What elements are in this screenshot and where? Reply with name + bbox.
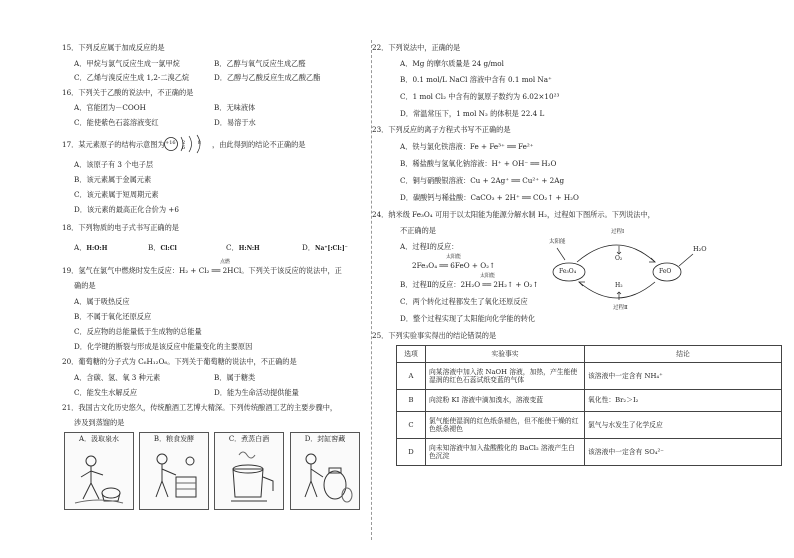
q17-stem-end: ，由此得到的结论不正确的是 xyxy=(212,140,306,149)
fe3o4-cycle-diagram xyxy=(547,228,727,318)
q18-formula-c: H:N:H xyxy=(238,245,260,252)
header-conclusion: 结论 xyxy=(585,346,782,363)
q24-line2: 不正确的是 xyxy=(400,226,436,235)
diagram-sun-label: 太阳能 xyxy=(549,239,566,245)
row-conclusion: 该溶液中一定含有 NH₄⁺ xyxy=(585,363,782,390)
q24-option-d: D．整个过程实现了太阳能向化学能的转化 xyxy=(400,314,536,323)
diagram-process-1-label: 过程Ⅰ xyxy=(611,229,625,235)
q21-picture-c-caption: C．煮蒸白酒 xyxy=(228,435,270,443)
q21-picture-d-caption: D．封缸窖藏 xyxy=(304,435,346,443)
q16-option-d: D．易溶于水 xyxy=(214,118,256,127)
q15-option-c: C．乙烯与溴反应生成 1,2-二溴乙烷 xyxy=(74,73,190,82)
q21-line1: 21．我国古文化历史悠久，传统酿酒工艺博大精深。下列传统酿酒工艺的主要步骤中， xyxy=(62,403,338,412)
q21-picture-b-caption: B．粮食发酵 xyxy=(153,435,195,443)
q22-option-b: B．0.1 mol/L NaCl 溶液中含有 0.1 mol Na⁺ xyxy=(400,75,552,84)
q21-picture-a-caption: A．汲取泉水 xyxy=(78,435,120,443)
q15-stem: 15．下列反应属于加成反应的是 xyxy=(62,43,165,52)
q18-stem: 18．下列物质的电子式书写正确的是 xyxy=(62,223,179,232)
distilling-liquor-illustration xyxy=(221,447,277,505)
q15-option-d: D．乙醇与乙酸反应生成乙酸乙酯 xyxy=(214,73,321,82)
q22-option-a: A．Mg 的摩尔质量是 24 g/mol xyxy=(400,59,504,68)
q20-option-a: A．含碳、氢、氧 3 种元素 xyxy=(74,373,161,382)
row-conclusion: 氯气与水发生了化学反应 xyxy=(585,412,782,439)
row-option: B xyxy=(397,390,426,412)
row-fact: 向未知溶液中加入盐酸酸化的 BaCl₂ 溶液产生白色沉淀 xyxy=(426,439,585,466)
q18-option-c: C．H:N:H xyxy=(226,243,260,252)
q23-stem: 23．下列反应的离子方程式书写不正确的是 xyxy=(372,125,511,134)
q19-option-c: C．反应物的总能量低于生成物的总能量 xyxy=(74,327,202,336)
q21-picture-d xyxy=(290,432,360,510)
q15-option-a: A．甲烷与氯气反应生成一氯甲烷 xyxy=(74,59,180,68)
table-row xyxy=(397,439,782,466)
header-option: 选项 xyxy=(397,346,426,363)
row-fact: 氯气能使湿润的红色纸条褪色，但不能使干燥的红色纸条褪色 xyxy=(426,412,585,439)
q25-stem: 25．下列实验事实得出的结论错误的是 xyxy=(372,331,497,340)
row-option: D xyxy=(397,439,426,466)
q17-option-a: A．该原子有 3 个电子层 xyxy=(74,160,154,169)
q20-stem: 20．葡萄糖的分子式为 C₆H₁₂O₆。下列关于葡萄糖的说法中，不正确的是 xyxy=(62,357,297,366)
atom-shell-electrons: 2 8 6 xyxy=(182,140,207,151)
q24-option-b: B．过程Ⅱ的反应：2H₂O ══ 2H₂↑ + O₂↑ xyxy=(400,280,539,289)
q16-stem: 16．下列关于乙酸的说法中，不正确的是 xyxy=(62,88,194,97)
q15-option-b: B．乙醇与氧气反应生成乙醛 xyxy=(214,59,306,68)
diagram-o2-label: O₂ xyxy=(615,255,623,262)
q25-experiment-table xyxy=(396,345,782,466)
row-conclusion: 氧化性：Br₂＞I₂ xyxy=(585,390,782,412)
q19-line2: 确的是 xyxy=(74,281,96,290)
q23-option-d: D．碳酸钙与稀盐酸：CaCO₃ + 2H⁺ ══ CO₂↑ + H₂O xyxy=(400,193,579,202)
q23-option-b: B．稀盐酸与氢氧化钠溶液：H⁺ + OH⁻ ══ H₂O xyxy=(400,159,557,168)
q19-option-d: D．化学键的断裂与形成是该反应中能量变化的主要原因 xyxy=(74,342,253,351)
q24-option-a: A．过程Ⅰ的反应： xyxy=(400,242,459,251)
q16-option-c: C．能使紫色石蕊溶液变红 xyxy=(74,118,159,127)
q18-option-b: B．Cl:Cl xyxy=(148,243,177,252)
atom-nucleus-label: +16 xyxy=(165,140,176,146)
q18-option-d: D．Na⁺[:Cl:]⁻ xyxy=(302,243,348,252)
diagram-h2-label: H₂ xyxy=(615,282,623,289)
q19-option-a: A．属于吸热反应 xyxy=(74,297,130,306)
q20-option-d: D．能为生命活动提供能量 xyxy=(214,388,299,397)
grain-fermentation-illustration xyxy=(146,447,202,505)
diagram-process-2-label: 过程Ⅱ xyxy=(613,305,628,311)
q20-option-c: C．能发生水解反应 xyxy=(74,388,138,397)
q19-option-b: B．不属于氧化还原反应 xyxy=(74,312,152,321)
q22-stem: 22．下列说法中，正确的是 xyxy=(372,43,461,52)
q24-option-a-equation: 2Fe₃O₄ ══ 6FeO + O₂↑ xyxy=(412,261,495,270)
q17-stem-start: 17．某元素原子的结构示意图为 xyxy=(62,140,165,149)
q20-option-b: B．属于糖类 xyxy=(214,373,256,382)
q21-line2: 涉及到蒸馏的是 xyxy=(74,418,125,427)
q21-picture-a xyxy=(64,432,134,510)
diagram-feo-node: FeO xyxy=(659,268,672,275)
column-divider xyxy=(371,40,372,540)
header-fact: 实验事实 xyxy=(426,346,585,363)
table-row xyxy=(397,412,782,439)
row-fact: 向淀粉 KI 溶液中滴加溴水，溶液变蓝 xyxy=(426,390,585,412)
q19-line1: 19．氢气在氯气中燃烧时发生反应：H₂ + Cl₂ ══ 2HCl。下列关于该反应的说法中，正 xyxy=(62,266,342,275)
q22-option-d: D．常温常压下，1 mol N₂ 的体积是 22.4 L xyxy=(400,109,545,118)
diagram-h2o-label: H₂O xyxy=(693,245,707,253)
q22-option-c: C．1 mol Cl₂ 中含有的氯原子数约为 6.02×10²³ xyxy=(400,92,560,101)
table-header-row xyxy=(397,346,782,363)
spring-water-illustration xyxy=(71,447,127,505)
sealed-jar-storage-illustration xyxy=(297,447,353,505)
q23-option-c: C．铜与硝酸银溶液：Cu + 2Ag⁺ ══ Cu²⁺ + 2Ag xyxy=(400,176,565,185)
q17-option-c: C．该元素属于短周期元素 xyxy=(74,190,159,199)
q21-picture-b xyxy=(139,432,209,510)
q19-condition: 点燃 xyxy=(220,259,231,265)
table-row xyxy=(397,390,782,412)
table-row xyxy=(397,363,782,390)
q18-formula-b: Cl:Cl xyxy=(160,245,177,252)
q24-option-c: C．两个转化过程都发生了氧化还原反应 xyxy=(400,297,528,306)
q18-formula-a: H:O:H xyxy=(86,245,108,252)
q18-formula-d: Na⁺[:Cl:]⁻ xyxy=(314,245,348,252)
q18-option-a: A．H:O:H xyxy=(74,243,108,252)
row-option: C xyxy=(397,412,426,439)
atom-structure-diagram xyxy=(162,134,210,155)
q17-option-b: B．该元素属于金属元素 xyxy=(74,175,152,184)
row-option: A xyxy=(397,363,426,390)
q24-option-a-condition: 太阳能 xyxy=(446,254,462,260)
row-fact: 向某溶液中加入浓 NaOH 溶液，加热，产生能使湿润的红色石蕊试纸变蓝的气体 xyxy=(426,363,585,390)
q23-option-a: A．铁与氯化铁溶液：Fe + Fe³⁺ ══ Fe²⁺ xyxy=(400,142,534,151)
q21-picture-c xyxy=(214,432,284,510)
q24-option-b-condition: 太阳能 xyxy=(480,273,496,279)
diagram-fe3o4-node: Fe₃O₄ xyxy=(559,268,577,275)
q24-line1: 24．纳米级 Fe₃O₄ 可用于以太阳能为能源分解水制 H₂，过程如下图所示。下列说法中， xyxy=(372,210,655,219)
row-conclusion: 该溶液中一定含有 SO₄²⁻ xyxy=(585,439,782,466)
q16-option-b: B．无味液体 xyxy=(214,103,256,112)
q17-option-d: D．该元素的最高正化合价为 +6 xyxy=(74,205,179,214)
q16-option-a: A．官能团为－COOH xyxy=(74,103,146,112)
